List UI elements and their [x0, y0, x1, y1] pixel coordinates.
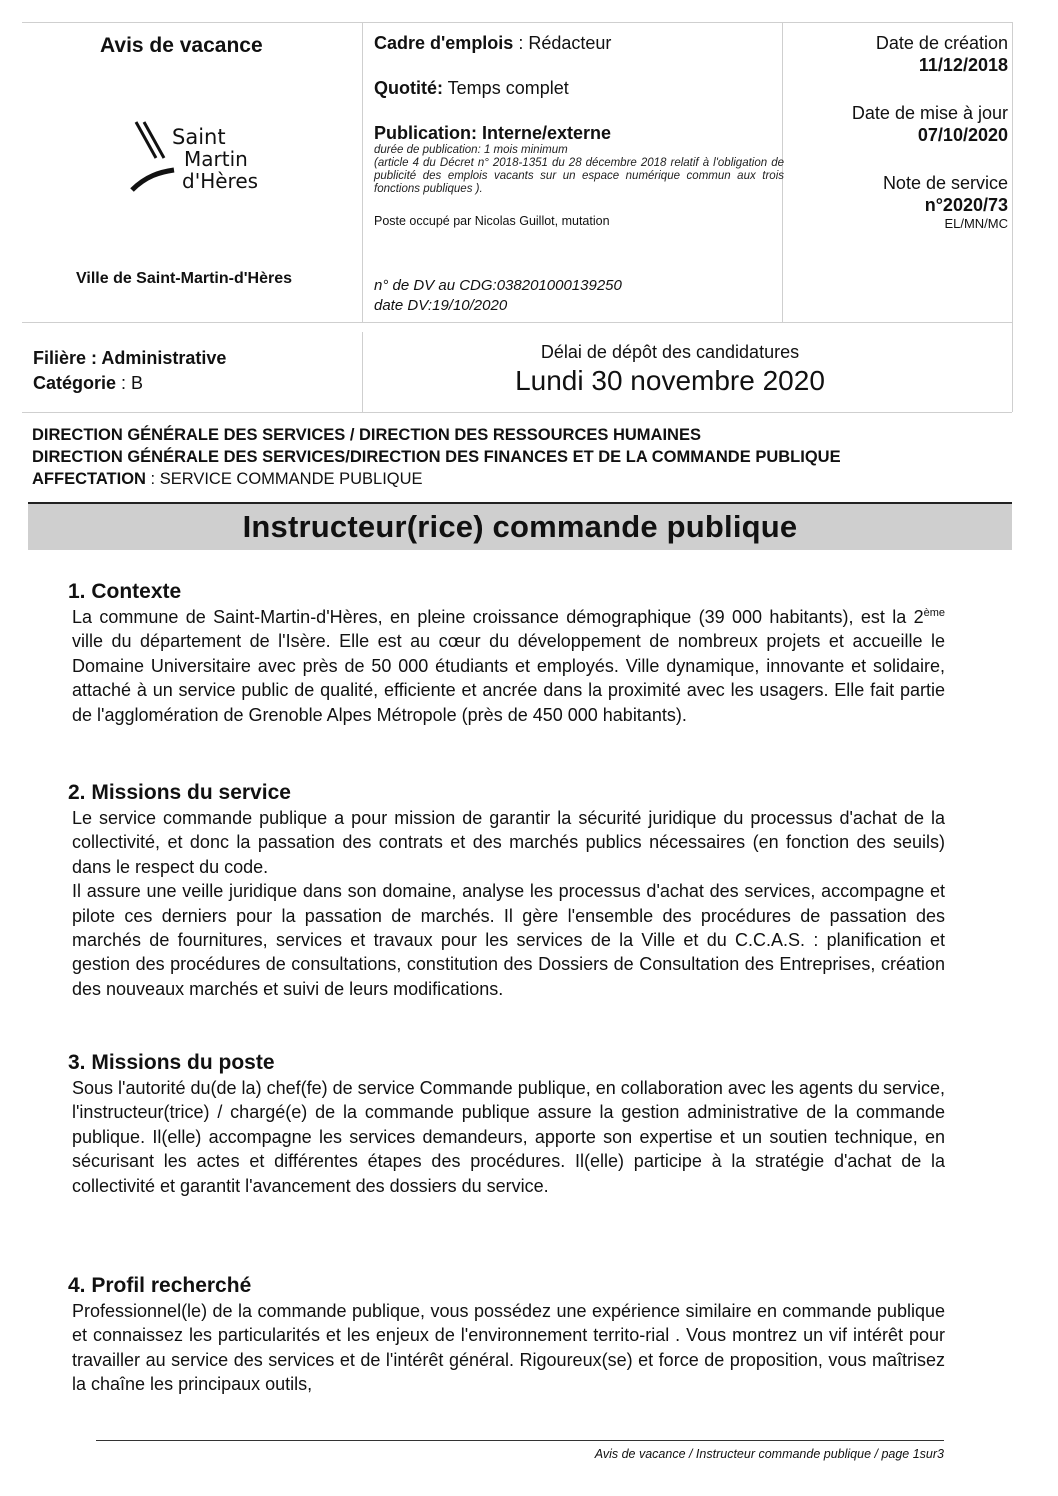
section-title: 4. Profil recherché [68, 1274, 252, 1297]
section-title: 1. Contexte [68, 580, 182, 603]
filiere-block [33, 346, 226, 396]
dates-panel [852, 32, 1008, 231]
cadre-label: Cadre d'emplois [374, 33, 514, 53]
affectation-label: AFFECTATION [32, 470, 146, 488]
note-service: n°2020/73 [924, 195, 1008, 215]
publication-label: Publication: Interne/externe [374, 123, 612, 143]
direction-line-1: DIRECTION GÉNÉRALE DES SERVICES / DIRECTION DES RESSOURCES HUMAINES [32, 426, 701, 444]
filiere: Filière : Administrative [33, 348, 227, 368]
job-meta [374, 32, 784, 228]
deadline-label: Délai de dépôt des candidatures [540, 342, 800, 362]
city-logo [130, 118, 259, 208]
page-footer: Avis de vacance / Instructeur commande publique / page 1sur3 [594, 1447, 944, 1461]
section-missions-service [68, 780, 945, 1001]
publication-note-decree: (article 4 du Décret n° 2018-1351 du 28 décembre 2018 relatif à l'obligation de publicité des emplois vacants sur un espace numérique commun aux trois fonctions publiques ). [374, 157, 784, 195]
dv-date: date DV:19/10/2020 [374, 297, 508, 314]
job-title-banner [28, 502, 1012, 550]
avis-title: Avis de vacance [100, 34, 263, 57]
section-paragraph: Il assure une veille juridique dans son domaine, analyse les processus d'achat des services, accompagne et pilote ces derniers pour la passation de marchés. Il gère l'ensemble des procédures de passation des marchés de fournitures, services et travaux pour les services de la Ville et du C.C.A.S. : planification et gestion des procédures de consultations, constitution des Dossiers de Consultation des Entreprises, création des nouveaux marchés et suivi de leurs modifications. [72, 881, 945, 999]
date-maj-label: Date de mise à jour [851, 103, 1008, 123]
section-missions-poste [68, 1050, 945, 1198]
categorie-label: Catégorie [33, 373, 117, 393]
directions-block [32, 424, 841, 490]
logo-line-saint: Saint [172, 125, 226, 149]
publication-block [374, 122, 784, 228]
section-paragraph: La commune de Saint-Martin-d'Hères, en pleine croissance démographique (39 000 habitants), est la 2ème ville du département de l'Isère. Elle est au cœur du développement de nombreux projets et accueille le Domaine Universitaire avec près de 50 000 étudiants et employés. Ville dynamique, innovante et solidaire, attaché à un service public de qualité, efficiente et ancrée dans la proximité avec les usagers. Elle fait partie de l'agglomération de Grenoble Alpes Métropole (près de 450 000 habitants). [72, 607, 945, 725]
quotite-value: Temps complet [443, 78, 569, 98]
section-paragraph: Professionnel(le) de la commande publique, vous possédez une expérience similaire en commande publique et connaissez les particularités et les enjeux de l'environnement territo-rial . Vous montrez un vif intérêt pour travailler au service des services et de l'intérêt général. Rigoureux(se) et force de proposition, vous maîtrisez la chaîne les principaux outils, [72, 1301, 945, 1395]
section-contexte [68, 579, 945, 727]
deadline-date: Lundi 30 novembre 2020 [515, 365, 825, 396]
logo-line-martin: Martin [184, 147, 248, 171]
date-creation-label: Date de création [875, 33, 1008, 53]
section-profil [68, 1273, 945, 1397]
affectation-value: : SERVICE COMMANDE PUBLIQUE [145, 470, 423, 488]
date-creation: 11/12/2018 [918, 55, 1008, 75]
publication-note-duration: durée de publication: 1 mois minimum [374, 144, 568, 156]
job-title: Instructeur(rice) commande publique [242, 509, 798, 544]
dv-number: n° de DV au CDG:038201000139250 [374, 277, 622, 294]
city-caption: Ville de Saint-Martin-d'Hères [76, 270, 293, 287]
section-paragraph: Sous l'autorité du(de la) chef(fe) de service Commande publique, en collaboration avec les agents du service, l'instructeur(trice) / chargé(e) de la commande publique assure la gestion administrative de la commande publique. Il(elle) accompagne les services demandeurs, apporte son expertise et un soutien technique, en sécurisant les actes et différentes étapes des procédures. Il(elle) participe à la stratégie d'achat de la collectivité et garantit l'avancement des dossiers du service. [72, 1078, 945, 1196]
footer-rule [96, 1440, 944, 1441]
cadre-row [374, 32, 784, 54]
date-maj: 07/10/2020 [917, 125, 1008, 145]
direction-line-2: DIRECTION GÉNÉRALE DES SERVICES/DIRECTION DES FINANCES ET DE LA COMMANDE PUBLIQUE [32, 448, 841, 466]
section-title: 3. Missions du poste [68, 1051, 275, 1074]
quotite-label: Quotité: [374, 78, 443, 98]
dv-info [374, 276, 622, 316]
categorie-value: : B [116, 373, 144, 393]
quotite-row [374, 77, 784, 99]
poste-occupe: Poste occupé par Nicolas Guillot, mutation [374, 214, 610, 228]
cadre-value: : Rédacteur [513, 33, 612, 53]
note-service-label: Note de service [882, 173, 1008, 193]
logo-wordmark [172, 126, 258, 192]
section-title: 2. Missions du service [68, 781, 291, 804]
section-paragraph: Le service commande publique a pour mission de garantir la sécurité juridique du processus d'achat de la collectivité, et donc la passation des contrats et des marchés publics nécessaires (en fonction des seuils) dans le respect du code. [72, 808, 945, 877]
logo-line-heres: d'Hères [182, 169, 259, 193]
initials: EL/MN/MC [944, 216, 1008, 231]
deadline-block [374, 342, 1010, 397]
